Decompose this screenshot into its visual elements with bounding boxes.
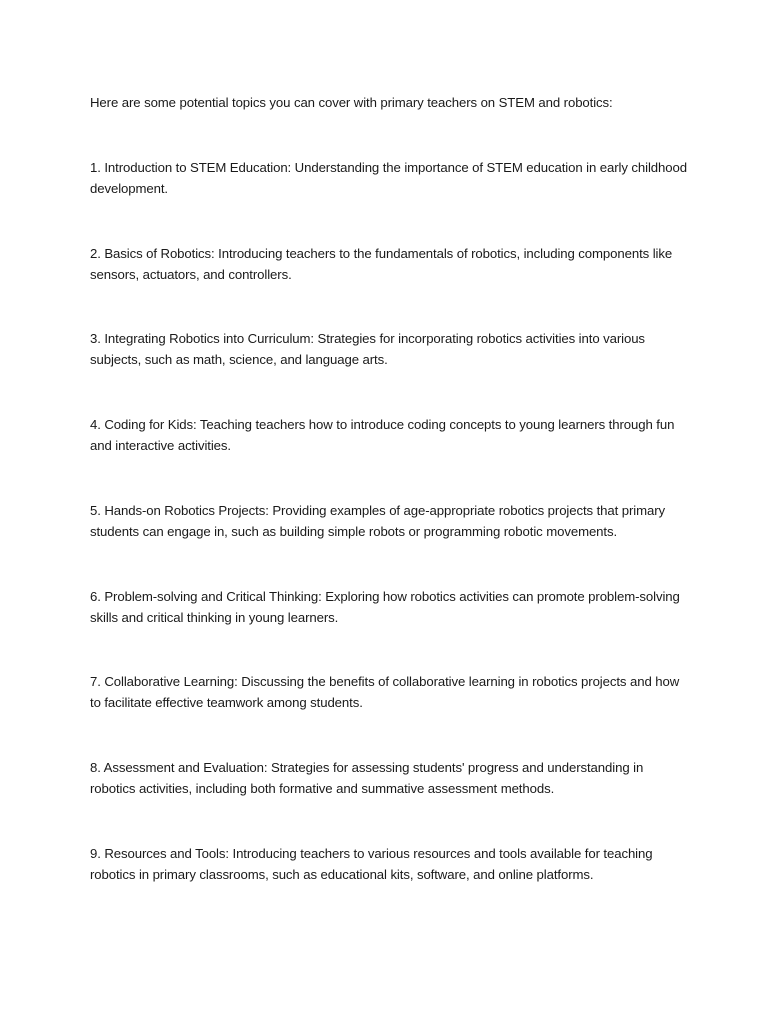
topic-item-4: 4. Coding for Kids: Teaching teachers how to introduce coding concepts to young learners through fun and interactive activities. — [90, 417, 675, 453]
topic-item-5: 5. Hands-on Robotics Projects: Providing examples of age-appropriate robotics projects that primary students can engage in, such as building simple robots or programming robotic movements. — [90, 503, 666, 539]
topic-item-9: 9. Resources and Tools: Introducing teachers to various resources and tools available for teaching robotics in primary classrooms, such as educational kits, software, and online platforms. — [90, 846, 653, 882]
topic-item-1: 1. Introduction to STEM Education: Understanding the importance of STEM education in early childhood development. — [90, 160, 687, 196]
topic-item-8: 8. Assessment and Evaluation: Strategies for assessing students' progress and understanding in robotics activities, including both formative and summative assessment methods. — [90, 760, 644, 796]
topic-item-7: 7. Collaborative Learning: Discussing the benefits of collaborative learning in robotics projects and how to facilitate effective teamwork among students. — [90, 674, 680, 710]
topic-item-6: 6. Problem-solving and Critical Thinking: Exploring how robotics activities can promote problem-solving skills and critical thinking in young learners. — [90, 589, 680, 625]
topic-item-3: 3. Integrating Robotics into Curriculum: Strategies for incorporating robotics activities into various subjects, such as math, science, and language arts. — [90, 331, 645, 367]
intro-paragraph: Here are some potential topics you can cover with primary teachers on STEM and robotics: — [90, 95, 613, 110]
topic-item-2: 2. Basics of Robotics: Introducing teachers to the fundamentals of robotics, including components like sensors, actuators, and controllers. — [90, 246, 673, 282]
